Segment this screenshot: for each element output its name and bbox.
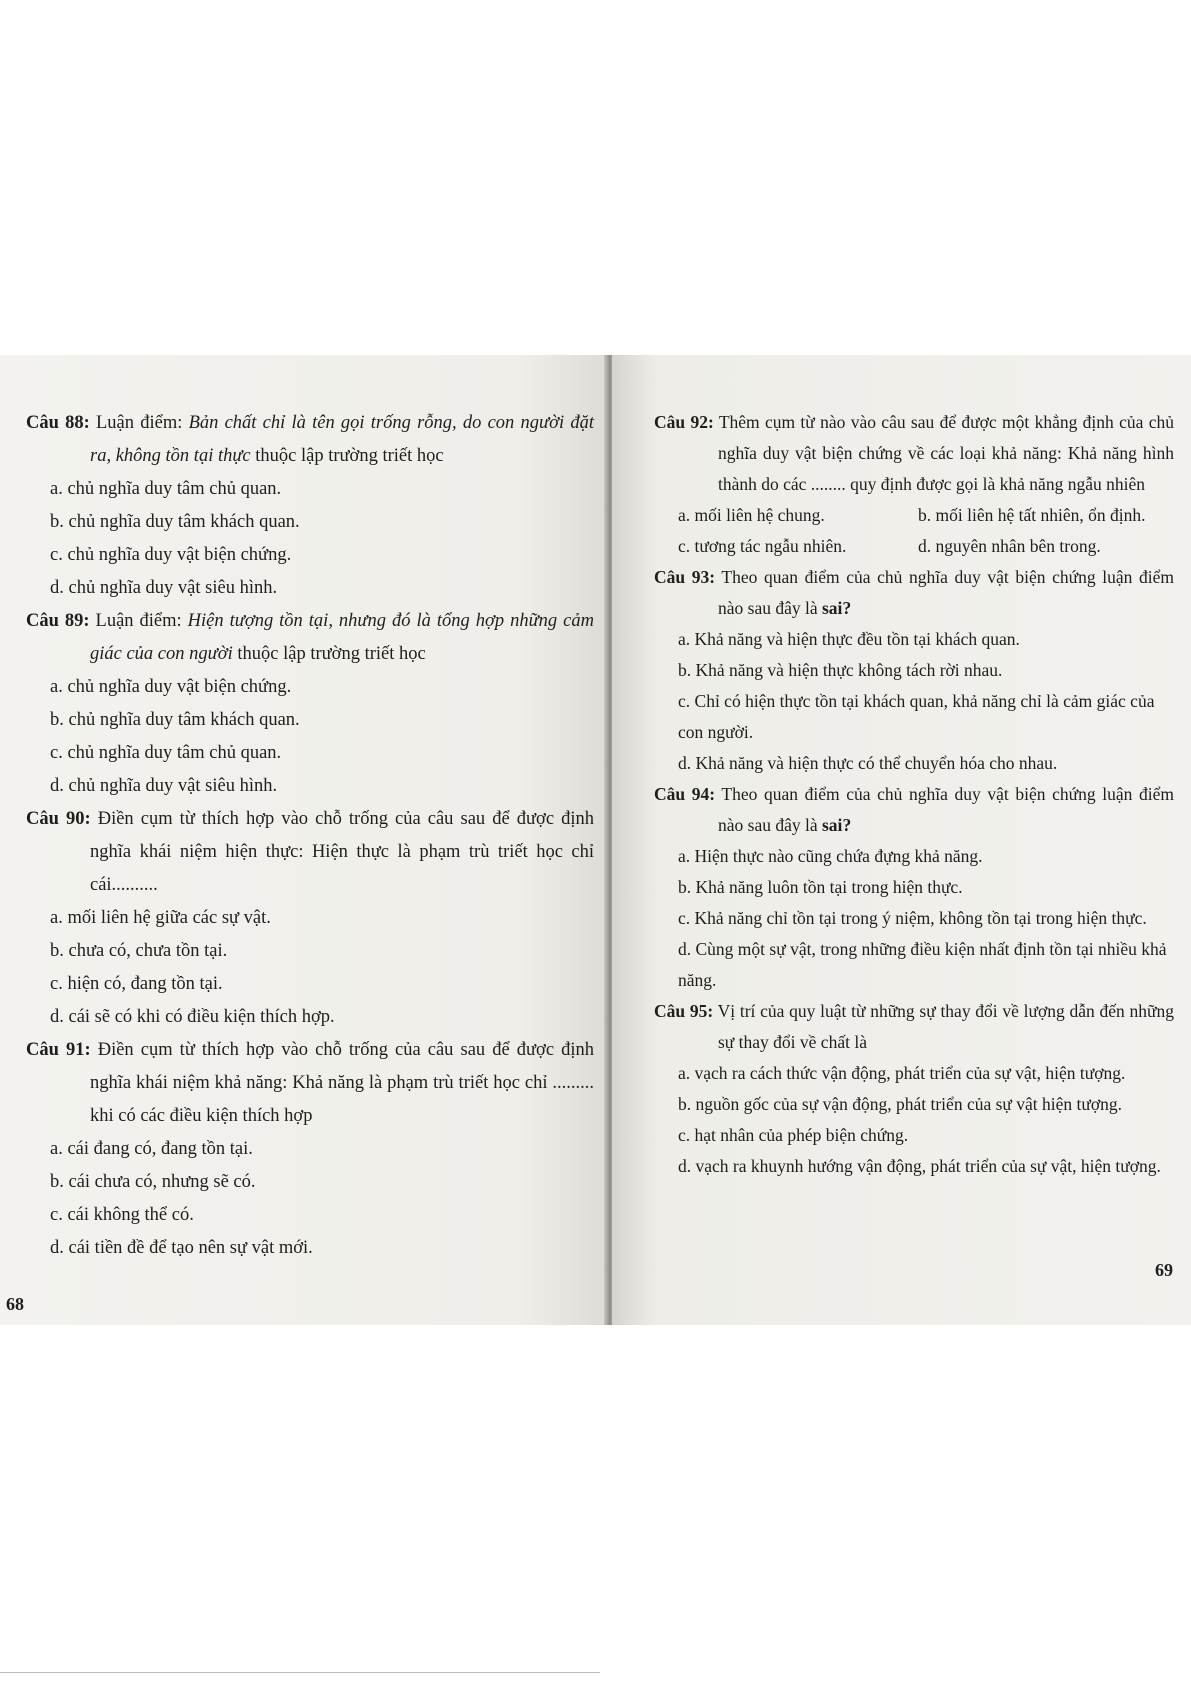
right-page: [612, 355, 1191, 1325]
option-row: [654, 531, 1174, 562]
option: c. Khả năng chỉ tồn tại trong ý niệm, không tồn tại trong hiện thực.: [678, 908, 1147, 928]
question-mark: ?: [842, 815, 852, 835]
question-emphasis: sai: [822, 598, 843, 618]
question-text: Vị trí của quy luật từ những sự thay đổi về lượng dẫn đến những sự thay đổi về chất là: [717, 1001, 1174, 1052]
option: b. Khả năng và hiện thực không tách rời nhau.: [678, 660, 1003, 680]
option: b. nguồn gốc của sự vận động, phát triển của sự vật hiện tượng.: [678, 1094, 1123, 1114]
question-92: [654, 407, 1174, 500]
option: a. vạch ra cách thức vận động, phát triển của sự vật, hiện tượng.: [678, 1063, 1126, 1083]
option: c. cái không thể có.: [50, 1205, 194, 1225]
option: a. Hiện thực nào cũng chứa đựng khả năng.: [678, 846, 983, 866]
page-number: 68: [6, 1294, 24, 1314]
question-89: [26, 605, 594, 671]
question-95: [654, 996, 1174, 1058]
option: b. cái chưa có, nhưng sẽ có.: [50, 1172, 256, 1192]
question-label: Câu 94:: [654, 784, 716, 804]
option: c. hiện có, đang tồn tại.: [50, 974, 223, 994]
question-label: Câu 91:: [26, 1040, 91, 1060]
option: a. mối liên hệ chung.: [678, 505, 825, 525]
question-intro: Điền cụm từ thích hợp vào chỗ trống của câu sau để được định nghĩa khái niệm hiện thực: Hiện thực là phạm trù triết học chỉ cái..........: [90, 809, 595, 895]
question-statement: Hiện tượng tồn tại, nhưng đó là tổng hợp những cảm giác của con người: [90, 611, 594, 664]
option: c. chủ nghĩa duy vật biện chứng.: [50, 545, 292, 565]
option: d. cái sẽ có khi có điều kiện thích hợp.: [50, 1007, 335, 1027]
question-intro: Điền cụm từ thích hợp vào chỗ trống của câu sau để được định nghĩa khái niệm khả năng: Khả năng là phạm trù triết học chỉ ......... khi có các điều kiện thích hợp: [90, 1040, 595, 1126]
question-tail: thuộc lập trường triết học: [232, 644, 426, 664]
question-statement: Bản chất chỉ là tên gọi trống rỗng, do con người đặt ra, không tồn tại thực: [90, 413, 594, 466]
option: c. Chỉ có hiện thực tồn tại khách quan, khả năng chỉ là cảm giác của con người.: [678, 691, 1155, 742]
option: b. chủ nghĩa duy tâm khách quan.: [50, 512, 300, 532]
option: d. vạch ra khuynh hướng vận động, phát triển của sự vật, hiện tượng.: [678, 1156, 1161, 1176]
option: d. Khả năng và hiện thực có thể chuyển hóa cho nhau.: [678, 753, 1058, 773]
question-emphasis: sai: [822, 815, 843, 835]
option: a. chủ nghĩa duy vật biện chứng.: [50, 677, 292, 697]
question-label: Câu 88:: [26, 413, 90, 433]
option: b. Khả năng luôn tồn tại trong hiện thực.: [678, 877, 963, 897]
question-label: Câu 90:: [26, 809, 91, 829]
option: c. hạt nhân của phép biện chứng.: [678, 1125, 909, 1145]
page-number: 69: [1155, 1260, 1173, 1280]
option-row: [654, 500, 1174, 531]
question-text: Theo quan điểm của chủ nghĩa duy vật biện chứng luận điểm nào sau đây là: [718, 567, 1175, 618]
option: b. mối liên hệ tất nhiên, ổn định.: [918, 505, 1146, 525]
question-mark: ?: [842, 598, 852, 618]
question-label: Câu 89:: [26, 611, 90, 631]
question-88: [26, 407, 594, 473]
option: a. cái đang có, đang tồn tại.: [50, 1139, 253, 1159]
option: d. nguyên nhân bên trong.: [918, 536, 1101, 556]
question-text: Thêm cụm từ nào vào câu sau để được một khẳng định của chủ nghĩa duy vật biện chứng về các loại khả năng: Khả năng hình thành do các ........ quy định được gọi là khả năng ngẫu nhiên: [718, 412, 1175, 494]
question-text: Theo quan điểm của chủ nghĩa duy vật biện chứng luận điểm nào sau đây là: [718, 784, 1175, 835]
left-page: [0, 355, 612, 1325]
question-90: [26, 803, 594, 902]
option: d. chủ nghĩa duy vật siêu hình.: [50, 578, 278, 598]
option: b. chủ nghĩa duy tâm khách quan.: [50, 710, 300, 730]
question-intro: Luận điểm:: [96, 413, 189, 433]
question-tail: thuộc lập trường triết học: [250, 446, 444, 466]
book-spread: [0, 355, 1191, 1325]
left-page-content: [26, 407, 594, 1265]
option: d. Cùng một sự vật, trong những điều kiện nhất định tồn tại nhiều khả năng.: [678, 939, 1167, 990]
question-intro: Luận điểm:: [95, 611, 188, 631]
right-page-content: [654, 407, 1174, 1182]
question-93: [654, 562, 1174, 624]
question-94: [654, 779, 1174, 841]
option: c. tương tác ngẫu nhiên.: [678, 536, 847, 556]
option: d. cái tiền đề để tạo nên sự vật mới.: [50, 1238, 313, 1258]
option: c. chủ nghĩa duy tâm chủ quan.: [50, 743, 282, 763]
option: b. chưa có, chưa tồn tại.: [50, 941, 228, 961]
scan-edge-line: [0, 1672, 600, 1673]
option: d. chủ nghĩa duy vật siêu hình.: [50, 776, 278, 796]
option: a. Khả năng và hiện thực đều tồn tại khách quan.: [678, 629, 1020, 649]
option: a. chủ nghĩa duy tâm chủ quan.: [50, 479, 282, 499]
option: a. mối liên hệ giữa các sự vật.: [50, 908, 271, 928]
question-label: Câu 93:: [654, 567, 716, 587]
question-91: [26, 1034, 594, 1133]
question-label: Câu 92:: [654, 412, 714, 432]
question-label: Câu 95:: [654, 1001, 714, 1021]
